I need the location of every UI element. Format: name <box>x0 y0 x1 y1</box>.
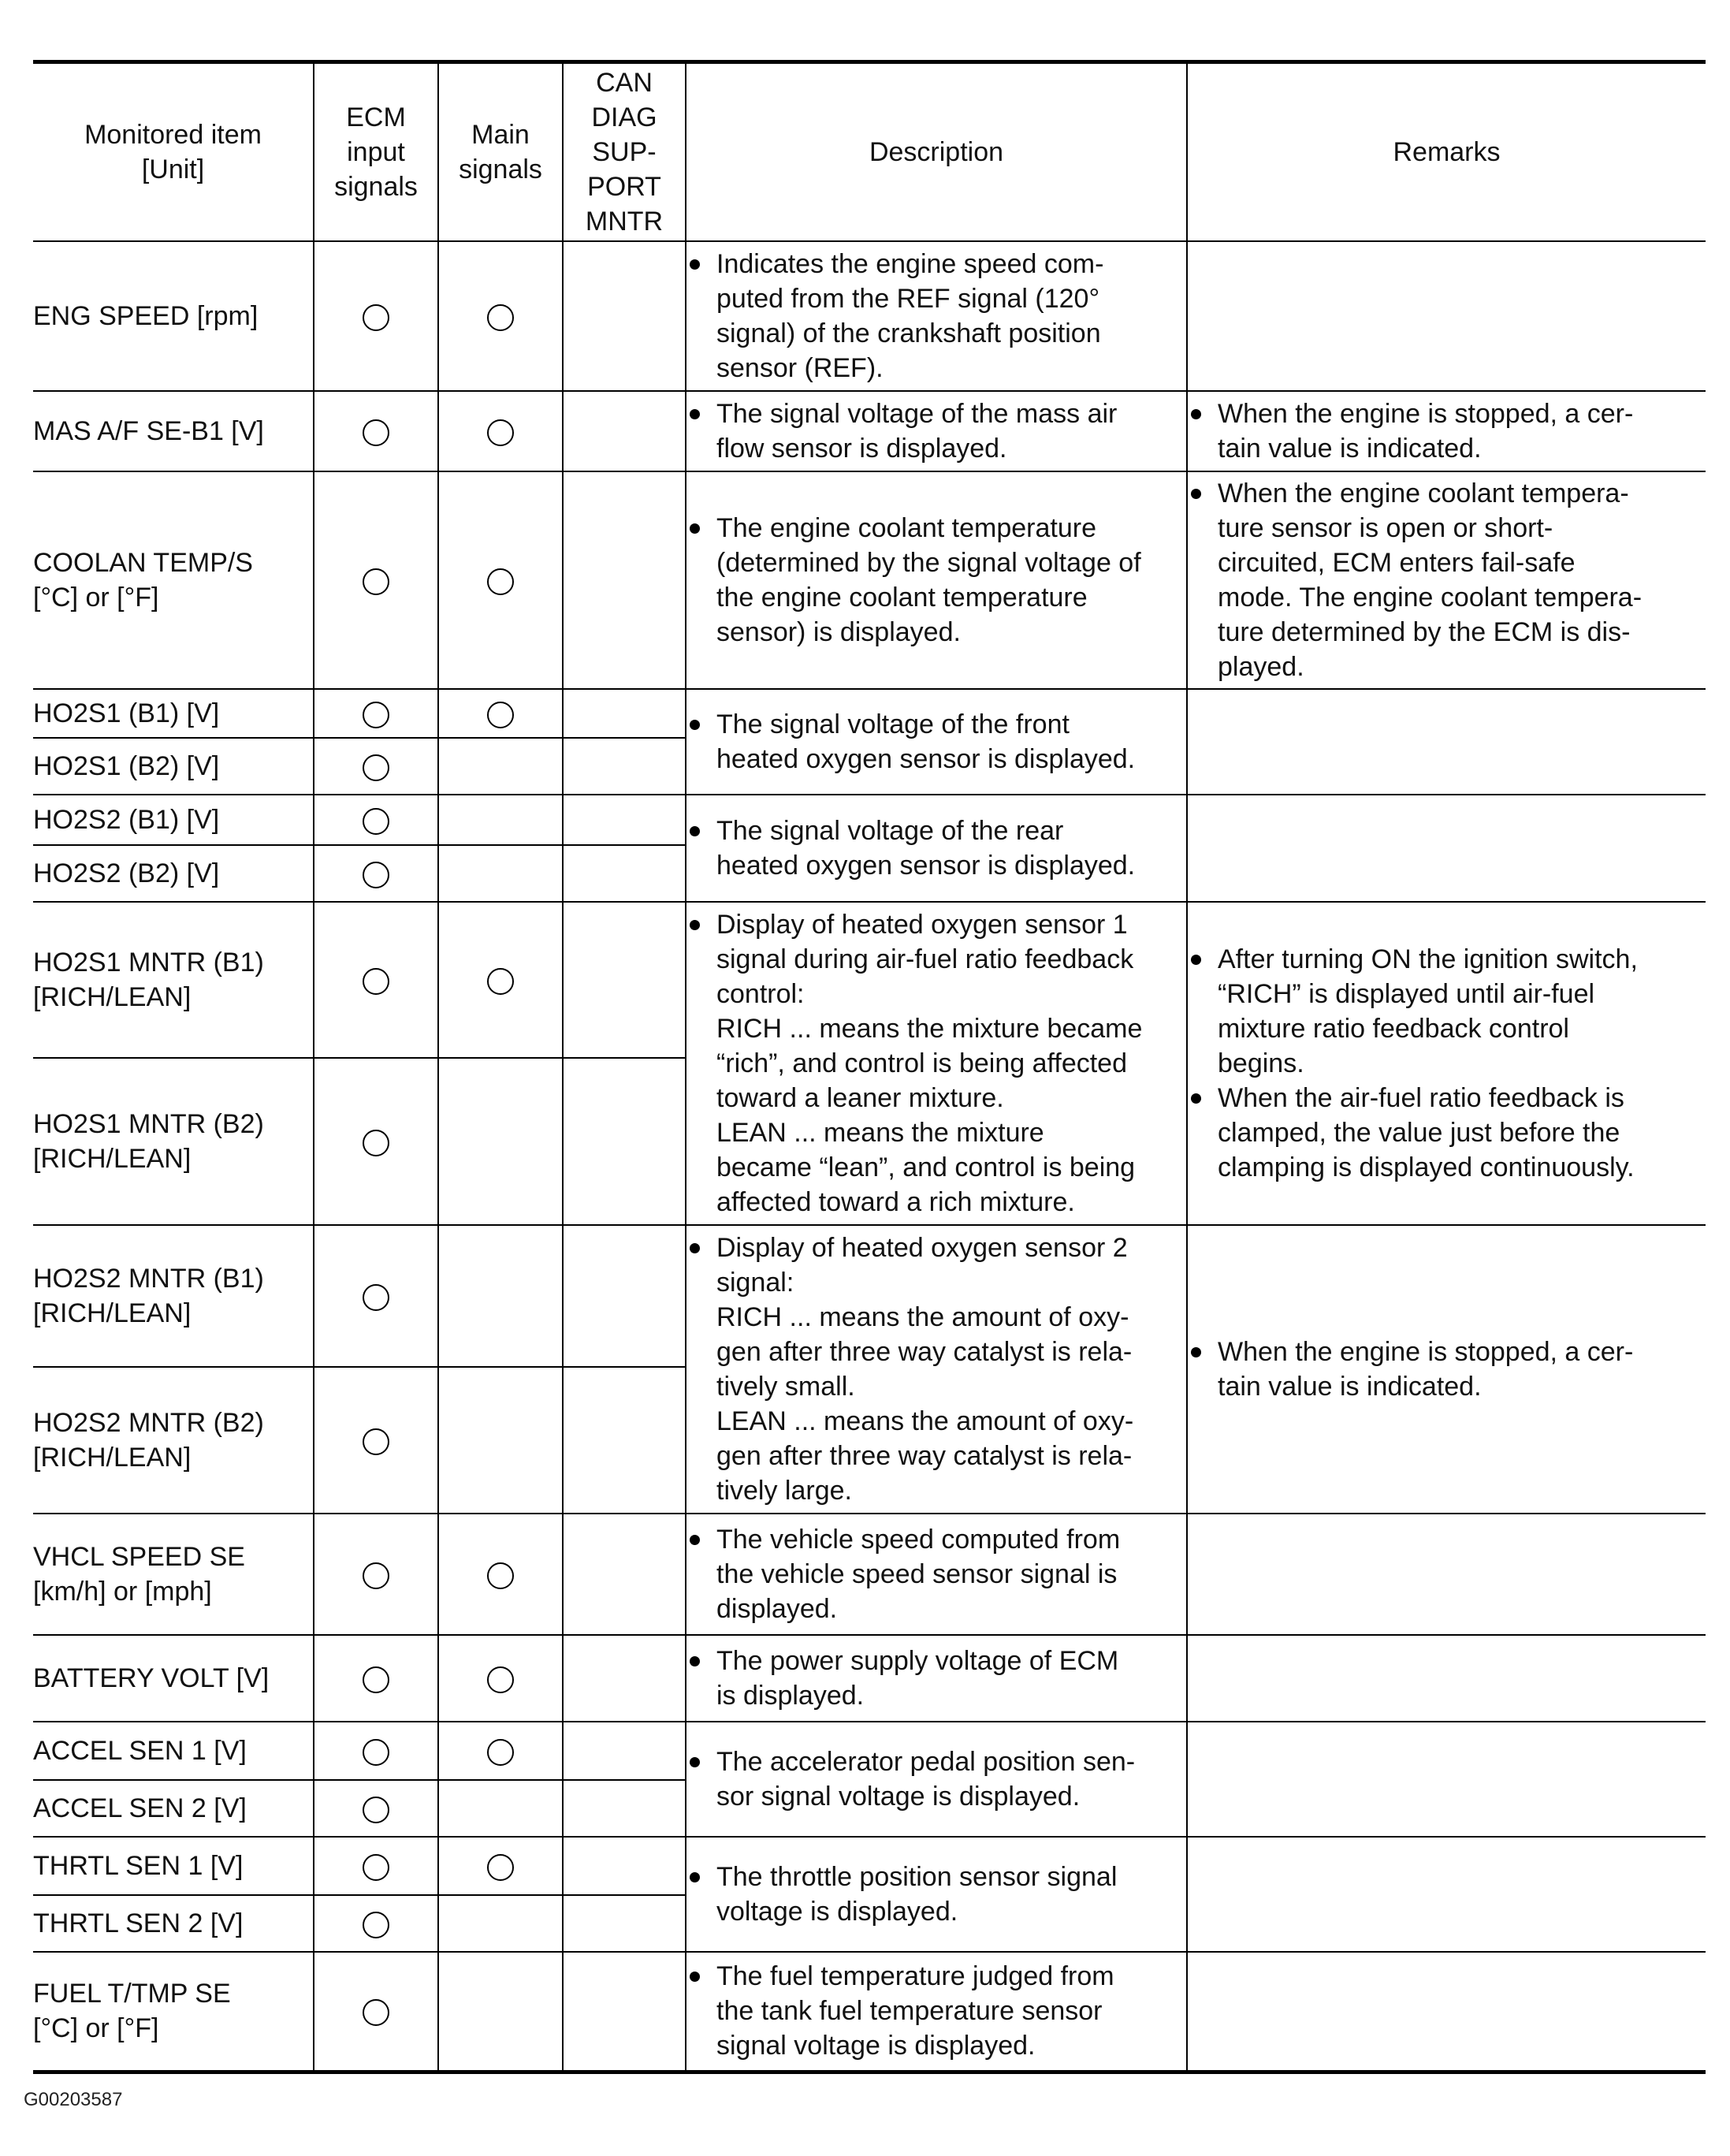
table-row <box>33 1837 1706 1895</box>
circle-mark-icon <box>487 568 514 595</box>
can-diag-cell <box>563 795 686 845</box>
monitored-item-label: BATTERY VOLT [V] <box>33 1663 270 1693</box>
table-row <box>33 471 1706 689</box>
can-diag-cell <box>563 902 686 1058</box>
monitored-item-cell <box>33 1225 314 1367</box>
main-signal-cell <box>438 1780 563 1837</box>
description-cell <box>686 795 1187 902</box>
bullet-text: When the air-fuel ratio feedback is clamped, the value just before the clamping is displayed continuously. <box>1218 1083 1635 1182</box>
bullet-text: The vehicle speed computed from the vehicle speed sensor signal is displayed. <box>716 1525 1121 1624</box>
ecm-input-cell <box>314 689 438 738</box>
bullet-text: The signal voltage of the rear heated oxygen sensor is displayed. <box>716 816 1136 881</box>
circle-mark-icon <box>363 702 389 728</box>
bullet-text: The signal voltage of the mass air flow sensor is displayed. <box>716 399 1118 464</box>
main-signal-cell <box>438 471 563 689</box>
circle-mark-icon <box>363 1739 389 1766</box>
monitored-item-cell <box>33 241 314 391</box>
monitored-item-label: HO2S2 (B1) [V] <box>33 805 220 835</box>
monitored-item-label: COOLAN TEMP/S <box>33 548 253 578</box>
monitored-item-label: HO2S2 (B2) [V] <box>33 858 220 888</box>
main-signal-cell <box>438 1367 563 1514</box>
ecm-input-cell <box>314 1058 438 1225</box>
table-row <box>33 689 1706 738</box>
circle-mark-icon <box>363 304 389 331</box>
circle-mark-icon <box>487 419 514 446</box>
bullet-text: Indicates the engine speed com- puted from the REF signal (120° signal) of the crankshaft position sensor (REF). <box>716 249 1104 383</box>
monitored-item-cell <box>33 391 314 471</box>
circle-mark-icon <box>363 1666 389 1693</box>
ecm-input-cell <box>314 1780 438 1837</box>
bullet-item <box>1188 397 1706 466</box>
monitored-item-label: THRTL SEN 1 [V] <box>33 1851 244 1881</box>
header-ecm-input-signals: ECM input signals <box>314 62 438 242</box>
monitored-item-label: [km/h] or [mph] <box>33 1577 212 1607</box>
bullet-text: The power supply voltage of ECM is displayed. <box>716 1646 1119 1711</box>
ecm-input-cell <box>314 845 438 902</box>
monitored-item-cell <box>33 845 314 902</box>
table-row <box>33 1225 1706 1367</box>
circle-mark-icon <box>363 968 389 995</box>
bullet-item <box>1188 1081 1706 1185</box>
header-row <box>33 62 1706 242</box>
monitored-item-cell <box>33 902 314 1058</box>
bullet-text: The accelerator pedal position sen- sor signal voltage is displayed. <box>716 1747 1136 1812</box>
remarks-cell <box>1187 241 1706 391</box>
monitored-item-label: [°C] or [°F] <box>33 2013 159 2044</box>
ecm-input-cell <box>314 1635 438 1722</box>
bullet-text: After turning ON the ignition switch, “RICH” is displayed until air-fuel mixture ratio feedback control begins. <box>1218 944 1638 1078</box>
remarks-cell <box>1187 391 1706 471</box>
monitored-item-label: FUEL T/TMP SE <box>33 1979 231 2009</box>
circle-mark-icon <box>363 419 389 446</box>
monitored-item-label: HO2S1 MNTR (B1) <box>33 948 264 977</box>
description-cell <box>686 1225 1187 1514</box>
circle-mark-icon <box>363 1999 389 2026</box>
remarks-cell <box>1187 1722 1706 1837</box>
main-signal-cell <box>438 1837 563 1895</box>
table-row <box>33 1514 1706 1635</box>
bullet-text: Display of heated oxygen sensor 1 signal during air-fuel ratio feedback control: RICH ... means the mixture became “rich”, and control is being affected toward a leaner mixture. LEAN ... means the mixture became “lean”, and control is being affected toward a rich mixture. <box>716 910 1143 1217</box>
header-main-signals: Main signals <box>438 62 563 242</box>
circle-mark-icon <box>363 1854 389 1881</box>
can-diag-cell <box>563 1367 686 1514</box>
description-cell <box>686 1952 1187 2072</box>
ecm-input-cell <box>314 1225 438 1367</box>
main-signal-cell <box>438 689 563 738</box>
main-signal-cell <box>438 845 563 902</box>
main-signal-cell <box>438 1722 563 1780</box>
monitored-item-cell <box>33 1952 314 2072</box>
table-row <box>33 1952 1706 2072</box>
monitored-item-label: [RICH/LEAN] <box>33 982 192 1012</box>
bullet-item <box>686 247 1186 385</box>
monitored-item-cell <box>33 1058 314 1225</box>
can-diag-cell <box>563 1058 686 1225</box>
monitored-item-label: HO2S1 (B1) [V] <box>33 698 220 728</box>
bullet-text: The engine coolant temperature (determined by the signal voltage of the engine coolant temperature sensor) is displayed. <box>716 513 1141 647</box>
ecm-input-cell <box>314 738 438 795</box>
table-row <box>33 795 1706 845</box>
bullet-text: Display of heated oxygen sensor 2 signal: RICH ... means the amount of oxy- gen after three way catalyst is rela- tively small. LEAN ... means the amount of oxy- gen after three way catalyst is rela- tively large. <box>716 1233 1134 1506</box>
table-row <box>33 1722 1706 1780</box>
monitored-item-label: HO2S2 MNTR (B2) <box>33 1408 264 1438</box>
bullet-item <box>1188 942 1706 1081</box>
remarks-cell <box>1187 1837 1706 1952</box>
can-diag-cell <box>563 1780 686 1837</box>
monitored-item-cell <box>33 471 314 689</box>
description-cell <box>686 1722 1187 1837</box>
circle-mark-icon <box>363 568 389 595</box>
bullet-item <box>686 1745 1186 1814</box>
can-diag-cell <box>563 1895 686 1952</box>
ecm-input-cell <box>314 1514 438 1635</box>
monitored-item-cell <box>33 1367 314 1514</box>
bullet-item <box>686 907 1186 1219</box>
description-cell <box>686 391 1187 471</box>
bullet-item <box>686 397 1186 466</box>
ecm-input-cell <box>314 1837 438 1895</box>
ecm-input-cell <box>314 1952 438 2072</box>
circle-mark-icon <box>363 1562 389 1589</box>
monitored-item-cell <box>33 689 314 738</box>
circle-mark-icon <box>363 1130 389 1156</box>
remarks-cell <box>1187 902 1706 1225</box>
main-signal-cell <box>438 902 563 1058</box>
table-row <box>33 391 1706 471</box>
main-signal-cell <box>438 795 563 845</box>
circle-mark-icon <box>363 862 389 888</box>
description-cell <box>686 1514 1187 1635</box>
circle-mark-icon <box>363 1284 389 1311</box>
monitored-item-cell <box>33 1514 314 1635</box>
remarks-cell <box>1187 1225 1706 1514</box>
remarks-cell <box>1187 1635 1706 1722</box>
monitored-item-label: [RICH/LEAN] <box>33 1298 192 1328</box>
monitored-item-label: HO2S2 MNTR (B1) <box>33 1264 264 1294</box>
ecm-input-cell <box>314 902 438 1058</box>
can-diag-cell <box>563 689 686 738</box>
description-cell <box>686 902 1187 1225</box>
header-monitored-item: Monitored item [Unit] <box>33 62 314 242</box>
can-diag-cell <box>563 1225 686 1367</box>
bullet-item <box>686 707 1186 776</box>
ecm-input-cell <box>314 391 438 471</box>
main-signal-cell <box>438 241 563 391</box>
circle-mark-icon <box>487 1562 514 1589</box>
main-signal-cell <box>438 1895 563 1952</box>
table-row <box>33 902 1706 1058</box>
circle-mark-icon <box>487 304 514 331</box>
bullet-text: When the engine is stopped, a cer- tain value is indicated. <box>1218 1337 1634 1402</box>
figure-id: G00203587 <box>24 2089 123 2110</box>
can-diag-cell <box>563 1952 686 2072</box>
monitored-item-label: VHCL SPEED SE <box>33 1542 245 1572</box>
main-signal-cell <box>438 1514 563 1635</box>
bullet-text: The throttle position sensor signal voltage is displayed. <box>716 1862 1118 1927</box>
bullet-text: The signal voltage of the front heated oxygen sensor is displayed. <box>716 709 1136 774</box>
monitored-item-label: HO2S1 MNTR (B2) <box>33 1109 264 1139</box>
bullet-item <box>686 1644 1186 1713</box>
main-signal-cell <box>438 738 563 795</box>
description-cell <box>686 689 1187 795</box>
can-diag-cell <box>563 1722 686 1780</box>
circle-mark-icon <box>487 968 514 995</box>
monitored-item-cell <box>33 1722 314 1780</box>
ecm-input-cell <box>314 241 438 391</box>
description-cell <box>686 1837 1187 1952</box>
remarks-cell <box>1187 1952 1706 2072</box>
bullet-text: When the engine is stopped, a cer- tain value is indicated. <box>1218 399 1634 464</box>
header-can-diag-support-mntr: CAN DIAG SUP- PORT MNTR <box>563 62 686 242</box>
circle-mark-icon <box>363 754 389 781</box>
main-signal-cell <box>438 1058 563 1225</box>
monitored-item-label: [RICH/LEAN] <box>33 1443 192 1473</box>
ecm-input-cell <box>314 795 438 845</box>
circle-mark-icon <box>487 702 514 728</box>
description-cell <box>686 241 1187 391</box>
main-signal-cell <box>438 1952 563 2072</box>
bullet-text: The fuel temperature judged from the tank fuel temperature sensor signal voltage is displayed. <box>716 1961 1114 2061</box>
can-diag-cell <box>563 1635 686 1722</box>
circle-mark-icon <box>363 1797 389 1823</box>
monitored-item-label: MAS A/F SE-B1 [V] <box>33 416 264 446</box>
monitored-item-cell <box>33 1895 314 1952</box>
remarks-cell <box>1187 689 1706 795</box>
description-cell <box>686 1635 1187 1722</box>
bullet-item <box>1188 1335 1706 1404</box>
can-diag-cell <box>563 1837 686 1895</box>
circle-mark-icon <box>363 808 389 835</box>
main-signal-cell <box>438 1225 563 1367</box>
circle-mark-icon <box>487 1854 514 1881</box>
monitored-items-table <box>33 60 1706 2074</box>
monitored-item-label: ACCEL SEN 2 [V] <box>33 1793 247 1823</box>
monitored-item-label: [RICH/LEAN] <box>33 1144 192 1174</box>
ecm-input-cell <box>314 1722 438 1780</box>
bullet-item <box>686 1860 1186 1929</box>
ecm-input-cell <box>314 471 438 689</box>
monitored-item-cell <box>33 1635 314 1722</box>
ecm-input-cell <box>314 1895 438 1952</box>
monitored-item-label: ENG SPEED [rpm] <box>33 301 259 331</box>
circle-mark-icon <box>363 1428 389 1455</box>
can-diag-cell <box>563 471 686 689</box>
remarks-cell <box>1187 795 1706 902</box>
can-diag-cell <box>563 241 686 391</box>
monitored-item-cell <box>33 795 314 845</box>
main-signal-cell <box>438 1635 563 1722</box>
monitored-item-cell <box>33 738 314 795</box>
can-diag-cell <box>563 391 686 471</box>
monitored-item-label: THRTL SEN 2 [V] <box>33 1908 244 1938</box>
monitored-item-cell <box>33 1837 314 1895</box>
bullet-item <box>686 1959 1186 2063</box>
monitored-item-label: [°C] or [°F] <box>33 583 159 613</box>
description-cell <box>686 471 1187 689</box>
bullet-item <box>1188 476 1706 684</box>
main-signal-cell <box>438 391 563 471</box>
monitored-item-label: HO2S1 (B2) [V] <box>33 751 220 781</box>
can-diag-cell <box>563 845 686 902</box>
header-description: Description <box>686 62 1187 242</box>
table-row <box>33 1635 1706 1722</box>
monitored-item-cell <box>33 1780 314 1837</box>
bullet-item <box>686 1231 1186 1508</box>
circle-mark-icon <box>487 1739 514 1766</box>
bullet-text: When the engine coolant tempera- ture sensor is open or short- circuited, ECM enters fail-safe mode. The engine coolant tempera- ture determined by the ECM is dis- played. <box>1218 478 1643 682</box>
remarks-cell <box>1187 471 1706 689</box>
can-diag-cell <box>563 738 686 795</box>
bullet-item <box>686 1522 1186 1626</box>
bullet-item <box>686 511 1186 650</box>
header-remarks: Remarks <box>1187 62 1706 242</box>
bullet-item <box>686 814 1186 883</box>
ecm-input-cell <box>314 1367 438 1514</box>
can-diag-cell <box>563 1514 686 1635</box>
table-row <box>33 241 1706 391</box>
remarks-cell <box>1187 1514 1706 1635</box>
monitored-item-label: ACCEL SEN 1 [V] <box>33 1736 247 1766</box>
circle-mark-icon <box>487 1666 514 1693</box>
circle-mark-icon <box>363 1912 389 1938</box>
